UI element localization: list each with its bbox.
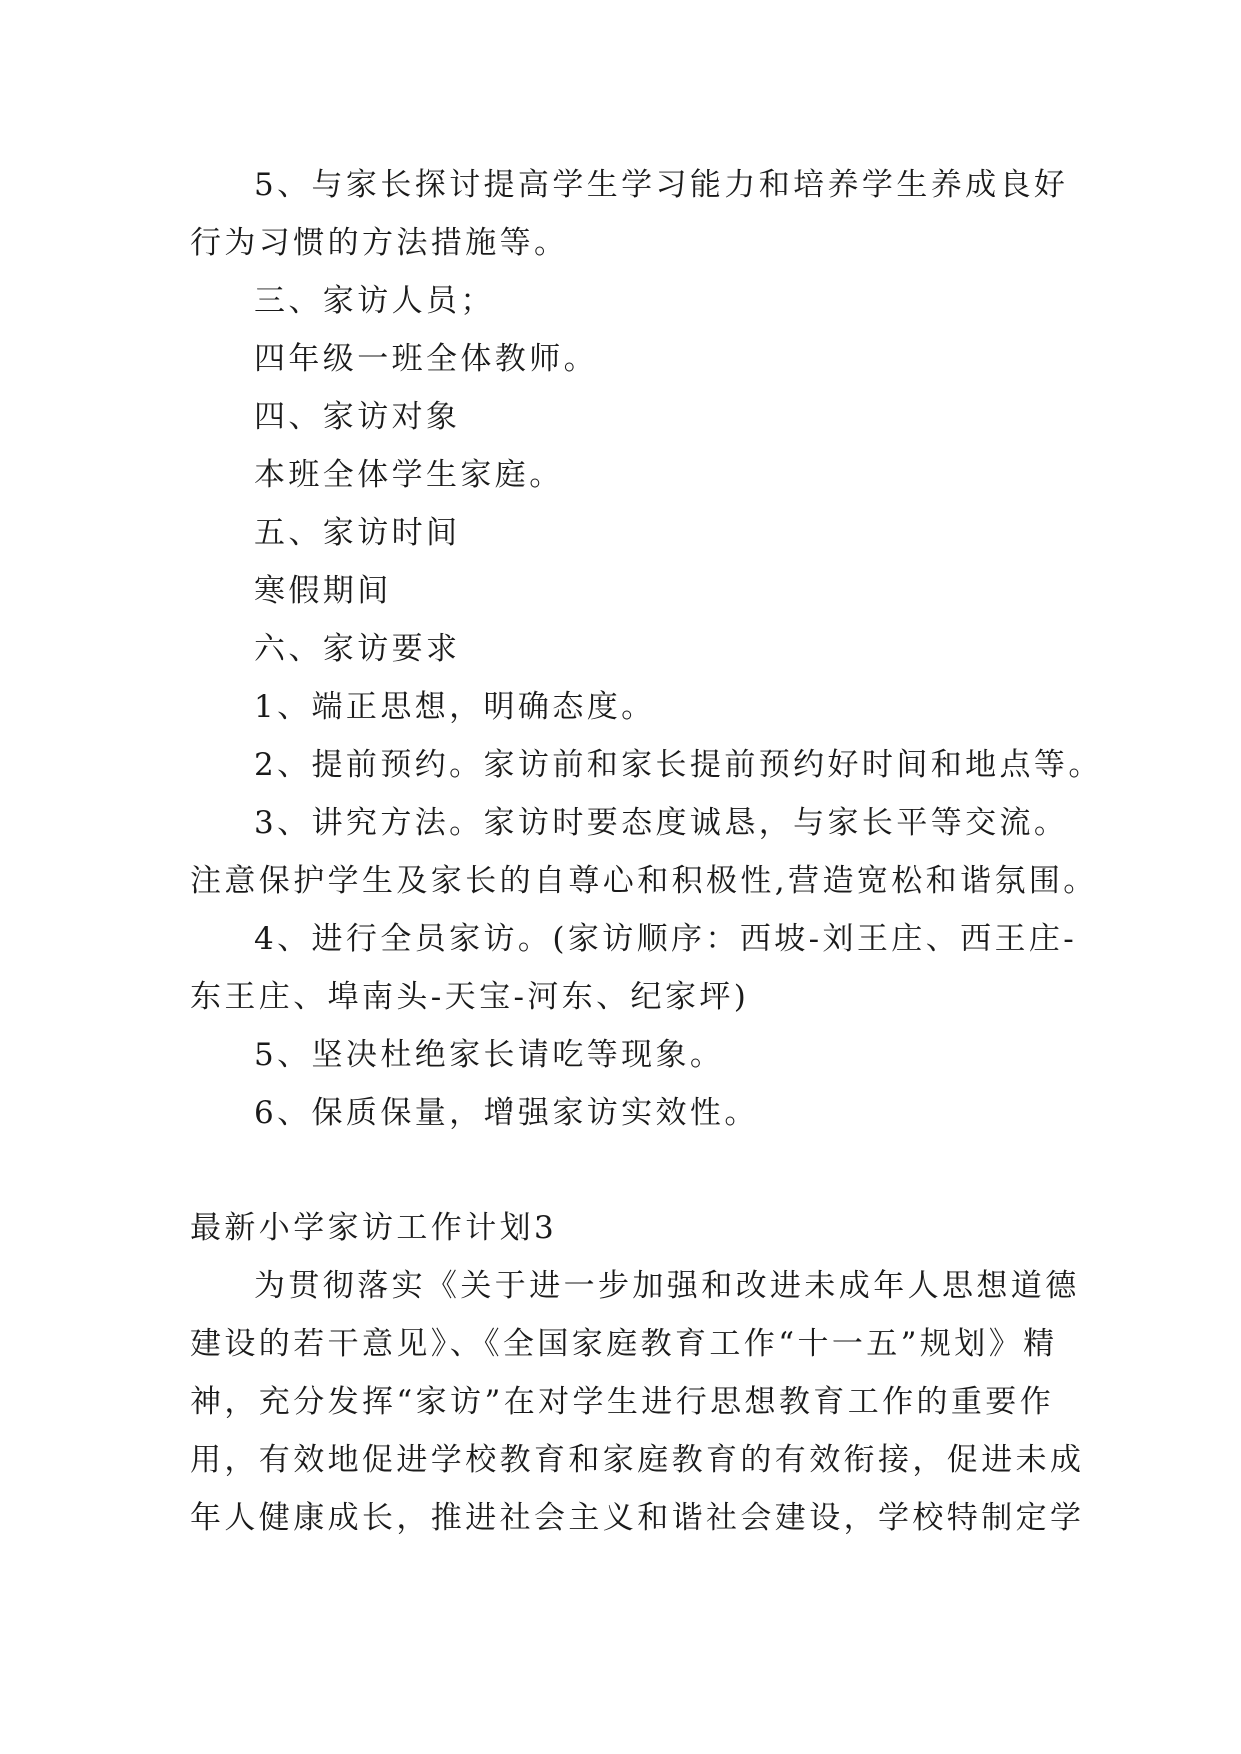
list-item: 1、端正思想，明确态度。	[254, 689, 656, 725]
paragraph-line: 行为习惯的方法措施等。	[190, 225, 569, 261]
paragraph-line: 建设的若干意见》、《全国家庭教育工作“十一五”规划》精	[190, 1326, 1058, 1362]
paragraph-line: 注意保护学生及家长的自尊心和积极性,营造宽松和谐氛围。	[190, 863, 1098, 899]
list-item: 5、坚决杜绝家长请吃等现象。	[254, 1037, 725, 1073]
document-title: 最新小学家访工作计划3	[190, 1210, 558, 1246]
paragraph-line: 年人健康成长，推进社会主义和谐社会建设，学校特制定学	[190, 1500, 1085, 1536]
list-item: 6、保质保量，增强家访实效性。	[254, 1095, 759, 1131]
list-item: 4、进行全员家访。(家访顺序：西坡-刘王庄、西王庄-	[254, 921, 1078, 957]
paragraph-line: 为贯彻落实《关于进一步加强和改进未成年人思想道德	[254, 1268, 1080, 1304]
paragraph-line: 用，有效地促进学校教育和家庭教育的有效衔接，促进未成	[190, 1442, 1085, 1478]
section-heading: 四、家访对象	[254, 399, 461, 435]
section-heading: 三、家访人员；	[254, 283, 495, 319]
paragraph-line: 东王庄、埠南头-天宝-河东、纪家坪)	[190, 979, 750, 1015]
paragraph-line: 本班全体学生家庭。	[254, 457, 564, 493]
section-heading: 五、家访时间	[254, 515, 461, 551]
paragraph-line: 神，充分发挥“家访”在对学生进行思想教育工作的重要作	[190, 1384, 1055, 1420]
paragraph-line: 寒假期间	[254, 573, 392, 609]
list-item: 3、讲究方法。家访时要态度诚恳，与家长平等交流。	[254, 805, 1069, 841]
paragraph-line: 5、与家长探讨提高学生学习能力和培养学生养成良好	[254, 167, 1069, 203]
list-item: 2、提前预约。家访前和家长提前预约好时间和地点等。	[254, 747, 1103, 783]
paragraph-line: 四年级一班全体教师。	[254, 341, 598, 377]
section-heading: 六、家访要求	[254, 631, 461, 667]
